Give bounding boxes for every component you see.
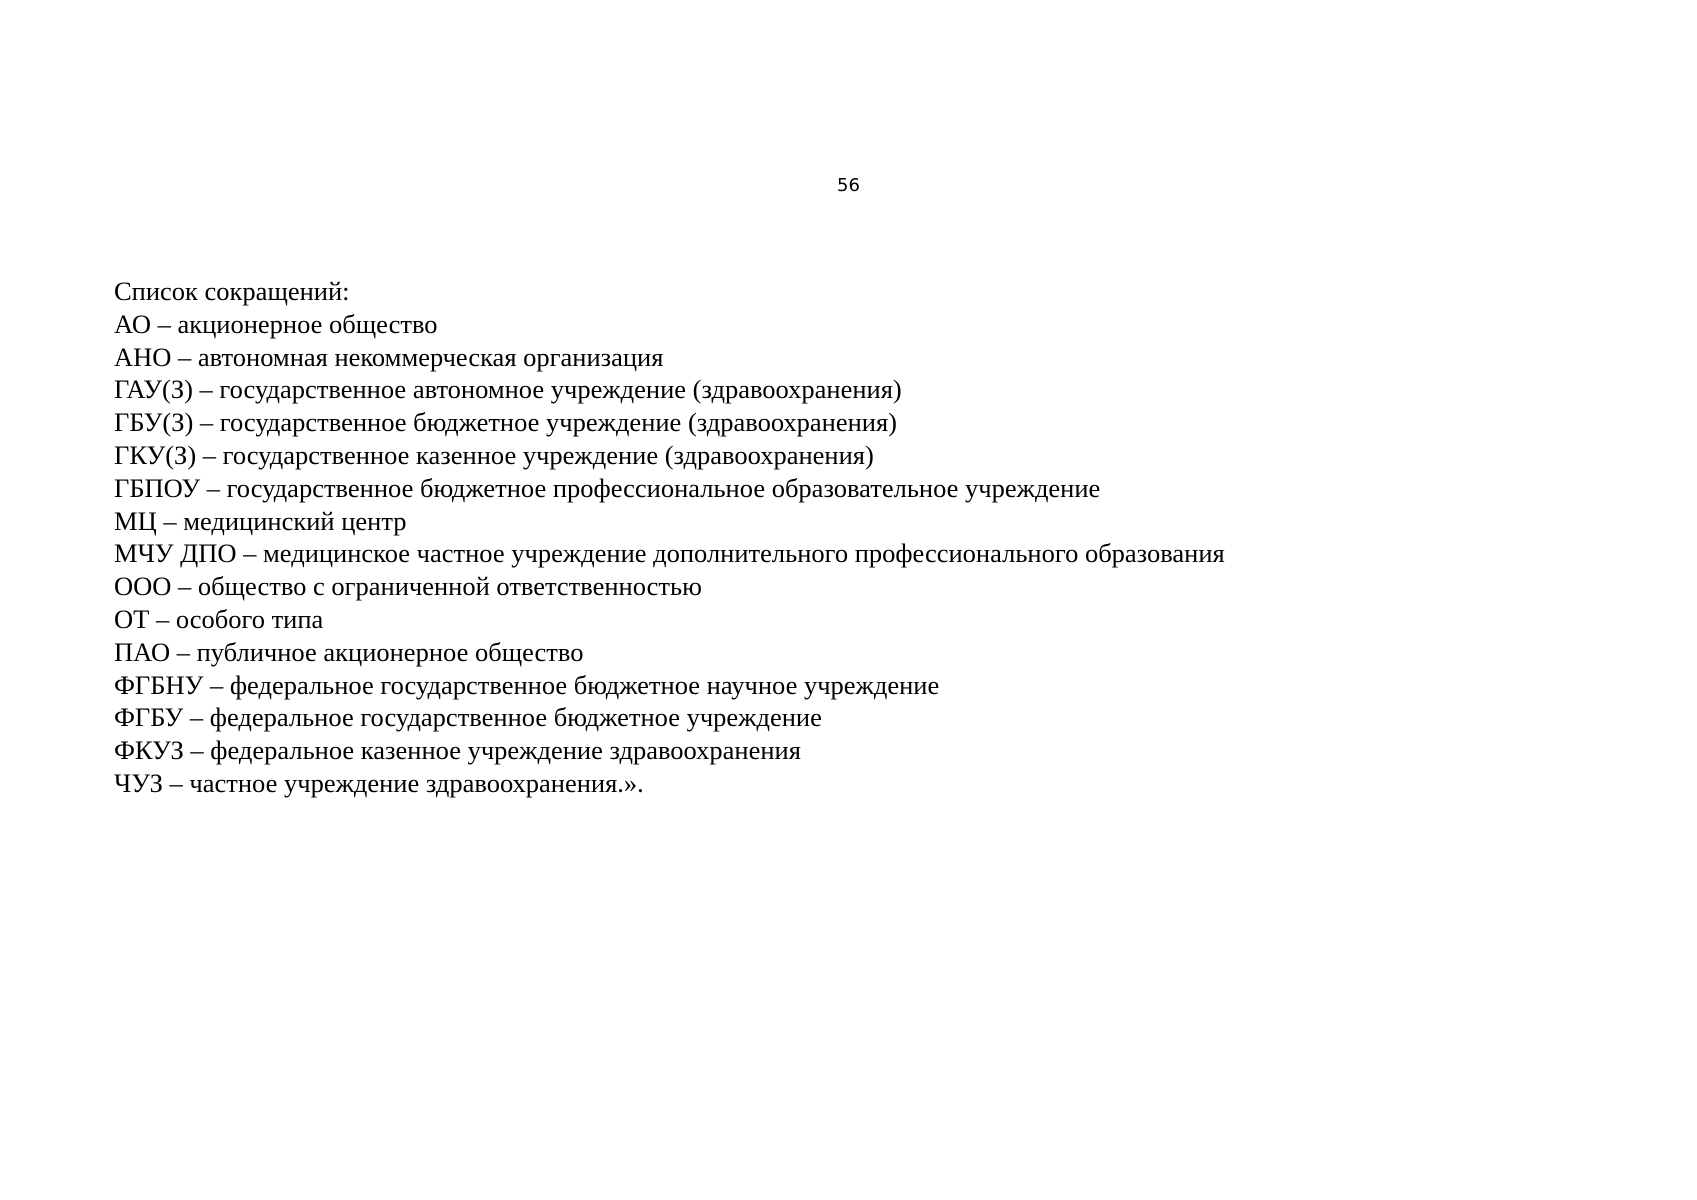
list-item: ООО – общество с ограниченной ответственностью xyxy=(114,571,702,602)
list-item: МЦ – медицинский центр xyxy=(114,505,407,536)
list-item: МЧУ ДПО – медицинское частное учреждение дополнительного профессионального образования xyxy=(114,538,1225,569)
list-heading: Список сокращений: xyxy=(114,276,350,306)
list-item: ПАО – публичное акционерное общество xyxy=(114,636,584,667)
list-item: ФГБНУ – федеральное государственное бюджетное научное учреждение xyxy=(114,669,940,700)
list-item: ГБУ(З) – государственное бюджетное учреждение (здравоохранения) xyxy=(114,407,898,438)
list-item: ФГБУ – федеральное государственное бюджетное учреждение xyxy=(114,702,822,733)
abbreviation-list xyxy=(114,275,1594,800)
list-item: ГКУ(З) – государственное казенное учреждение (здравоохранения) xyxy=(114,439,874,470)
list-item: ЧУЗ – частное учреждение здравоохранения.». xyxy=(114,767,644,798)
list-item: ФКУЗ – федеральное казенное учреждение здравоохранения xyxy=(114,735,801,766)
list-item: АНО – автономная некоммерческая организация xyxy=(114,341,664,372)
page-number: 56 xyxy=(837,175,860,196)
list-item: ОТ – особого типа xyxy=(114,603,324,634)
list-item: ГБПОУ – государственное бюджетное профессиональное образовательное учреждение xyxy=(114,472,1101,503)
list-item: ГАУ(З) – государственное автономное учреждение (здравоохранения) xyxy=(114,374,902,405)
list-item: АО – акционерное общество xyxy=(114,308,438,339)
